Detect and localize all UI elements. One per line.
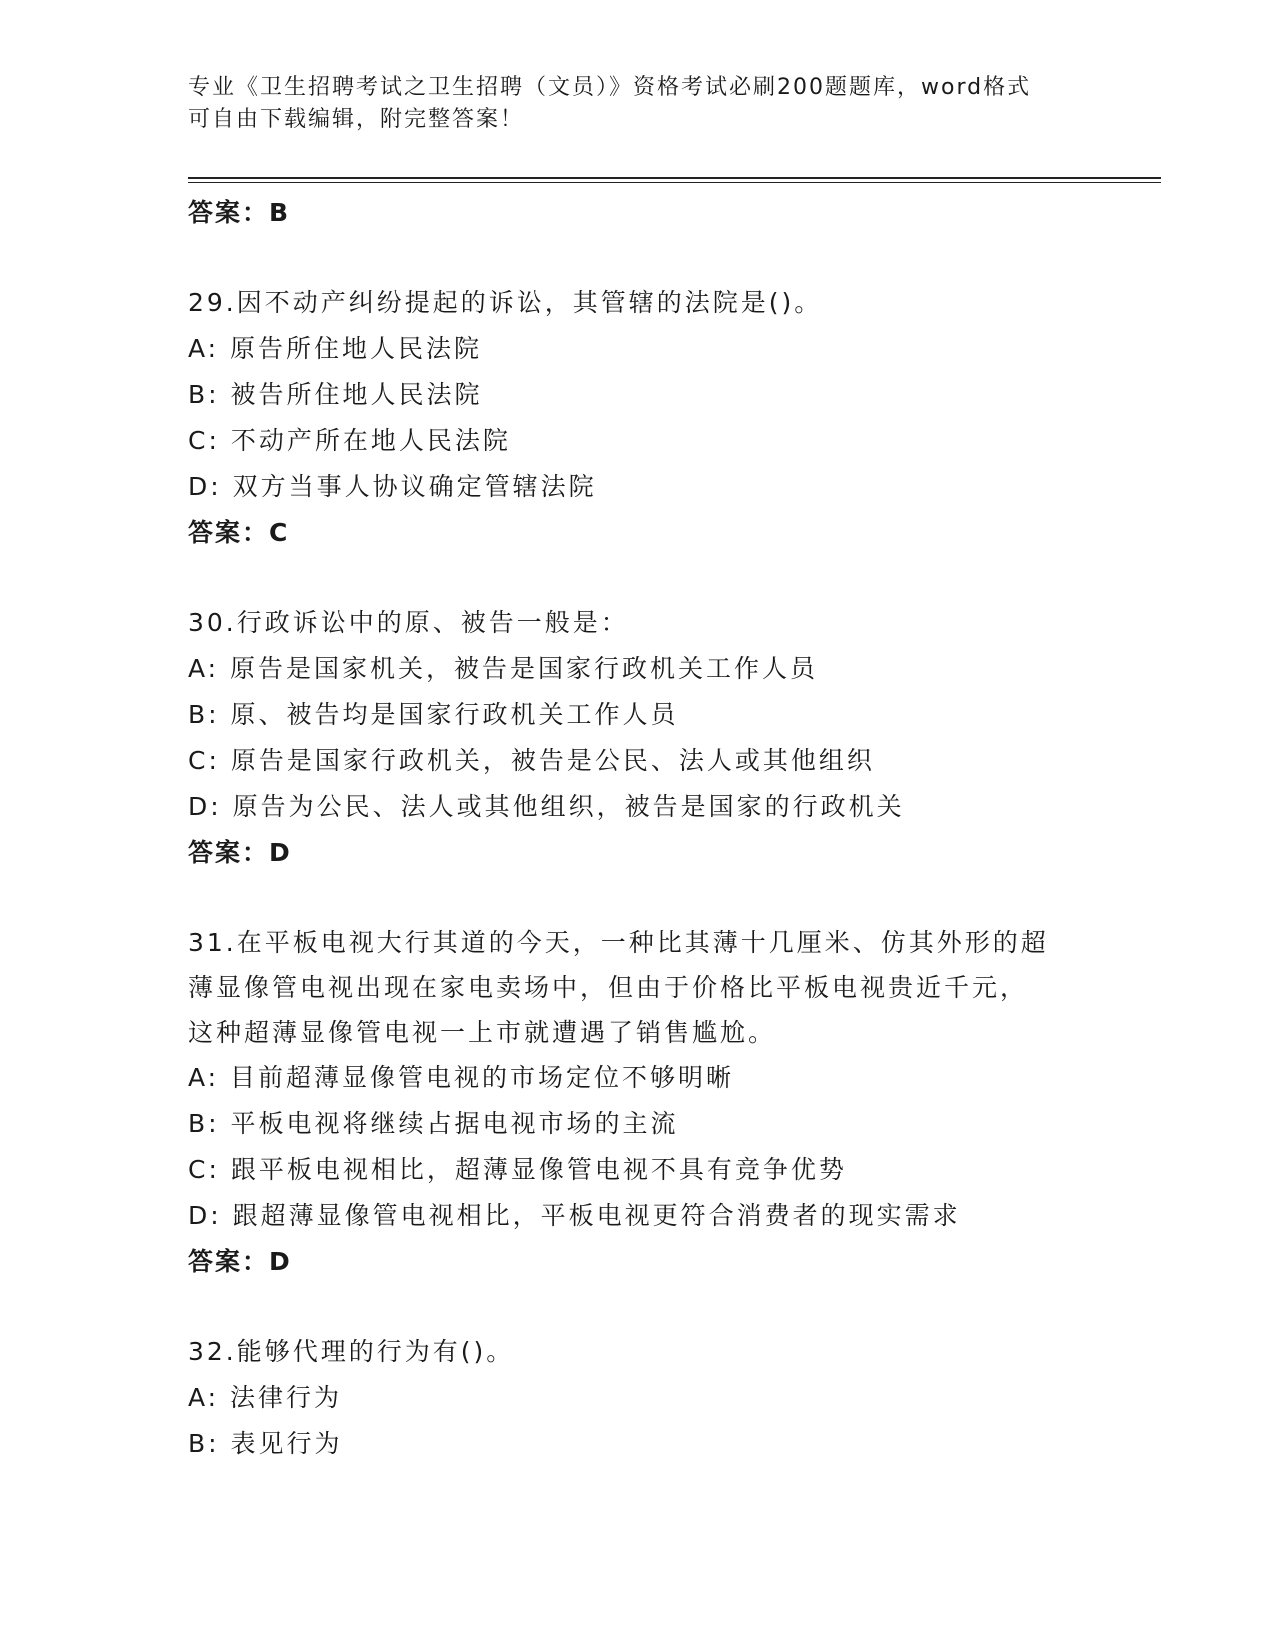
option-b: B: 平板电视将继续占据电视市场的主流 (188, 1109, 679, 1138)
answer-label: 答案：D (188, 838, 292, 867)
question-stem: 30.行政诉讼中的原、被告一般是： (188, 608, 629, 637)
question-stem: 29.因不动产纠纷提起的诉讼，其管辖的法院是()。 (188, 288, 823, 317)
question-stem: 31.在平板电视大行其道的今天，一种比其薄十几厘米、仿其外形的超 (188, 928, 1049, 957)
header-line-1: 专业《卫生招聘考试之卫生招聘（文员）》资格考试必刷200题题库，word格式 (188, 75, 1032, 100)
question-32 (188, 1329, 1088, 1467)
question-29 (188, 280, 1088, 556)
spacer (188, 556, 1088, 600)
option-b: B: 原、被告均是国家行政机关工作人员 (188, 700, 679, 729)
answer-label: 答案：B (188, 198, 291, 227)
question-30 (188, 600, 1088, 876)
option-a: A: 原告所住地人民法院 (188, 334, 483, 363)
question-31 (188, 920, 1088, 1285)
header-divider (188, 177, 1161, 183)
option-c: C: 原告是国家行政机关，被告是公民、法人或其他组织 (188, 746, 875, 775)
option-a: A: 法律行为 (188, 1383, 343, 1412)
spacer (188, 236, 1088, 280)
spacer (188, 876, 1088, 920)
option-d: D: 跟超薄显像管电视相比，平板电视更符合消费者的现实需求 (188, 1201, 961, 1230)
option-d: D: 原告为公民、法人或其他组织，被告是国家的行政机关 (188, 792, 905, 821)
option-b: B: 被告所住地人民法院 (188, 380, 483, 409)
option-a: A: 原告是国家机关，被告是国家行政机关工作人员 (188, 654, 819, 683)
question-content (188, 190, 1088, 1467)
option-b: B: 表见行为 (188, 1429, 343, 1458)
question-stem: 这种超薄显像管电视一上市就遭遇了销售尴尬。 (188, 1018, 777, 1047)
question-stem: 32.能够代理的行为有()。 (188, 1337, 515, 1366)
question-stem: 薄显像管电视出现在家电卖场中，但由于价格比平板电视贵近千元， (188, 973, 1029, 1002)
answer-label: 答案：D (188, 1247, 292, 1276)
option-a: A: 目前超薄显像管电视的市场定位不够明晰 (188, 1063, 735, 1092)
page-header (188, 72, 1068, 136)
spacer (188, 1285, 1088, 1329)
answer-label: 答案：C (188, 518, 290, 547)
header-line-2: 可自由下载编辑，附完整答案！ (188, 107, 525, 132)
option-c: C: 跟平板电视相比，超薄显像管电视不具有竞争优势 (188, 1155, 847, 1184)
option-d: D: 双方当事人协议确定管辖法院 (188, 472, 597, 501)
option-c: C: 不动产所在地人民法院 (188, 426, 511, 455)
